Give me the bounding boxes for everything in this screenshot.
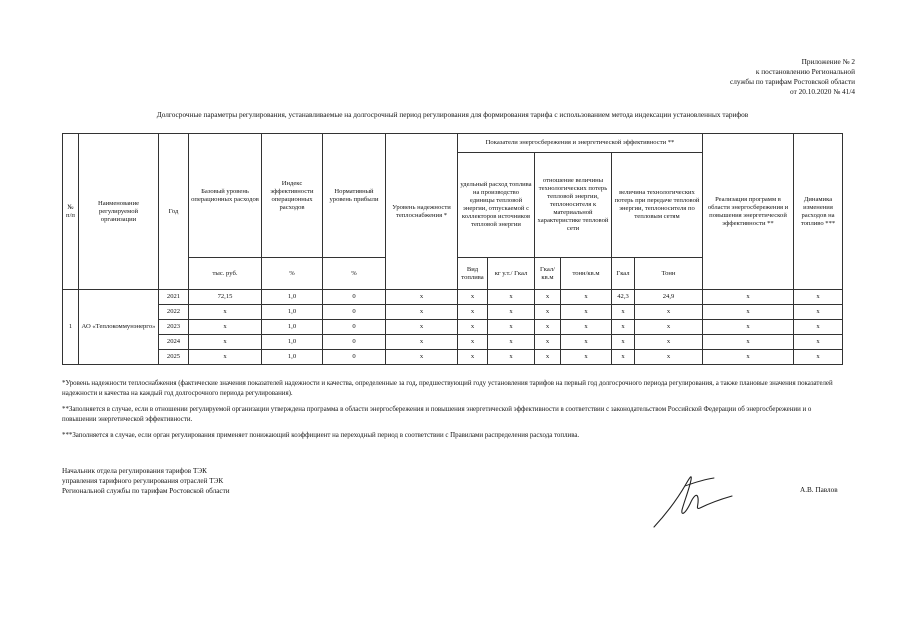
cell: х <box>458 320 488 335</box>
appendix-line-3: службы по тарифам Ростовской области <box>730 77 855 86</box>
cell: 42,3 <box>612 290 635 305</box>
cell: 2021 <box>159 290 189 305</box>
cell: х <box>561 305 612 320</box>
cell: х <box>703 320 794 335</box>
cell: х <box>703 335 794 350</box>
cell: 2024 <box>159 335 189 350</box>
signer-position-3: Региональной службы по тарифам Ростовской области <box>62 487 230 495</box>
cell: х <box>488 335 535 350</box>
cell: х <box>612 320 635 335</box>
header-num: № п/п <box>63 134 79 290</box>
unit-fuel: кг у.т./ Гкал <box>488 258 535 290</box>
cell: 0 <box>323 320 386 335</box>
handwritten-signature-icon <box>652 470 762 530</box>
cell: х <box>794 290 843 305</box>
signature-block <box>62 466 230 496</box>
cell: 2022 <box>159 305 189 320</box>
unit-fuel-type: Вид топлива <box>458 258 488 290</box>
header-efficiency-index: Индекс эффективности операционных расходов <box>262 134 323 258</box>
header-profit-level: Нормативный уровень прибыли <box>323 134 386 258</box>
appendix-block <box>730 57 855 97</box>
cell: х <box>458 290 488 305</box>
unit-loss-gcal: Гкал <box>612 258 635 290</box>
cell: 1,0 <box>262 305 323 320</box>
org-name: АО «Теплокоммунэнерго» <box>79 290 159 365</box>
cell: х <box>458 305 488 320</box>
cell: х <box>386 305 458 320</box>
footnote-fuel-dynamics: ***Заполняется в случае, если орган регулирования применяет понижающий коэффициент на переходный период в соответствии с Правилами распределения расхода топлива. <box>62 432 580 439</box>
cell: х <box>458 350 488 365</box>
cell: 0 <box>323 335 386 350</box>
cell: х <box>635 320 703 335</box>
unit-ratio-ton: тонн/кв.м <box>561 258 612 290</box>
cell: х <box>535 305 561 320</box>
cell: х <box>794 305 843 320</box>
cell: 2023 <box>159 320 189 335</box>
header-program: Реализация программ в области энергосбережения и повышения энергетической эффективности ** <box>703 134 794 290</box>
signer-position-1: Начальник отдела регулирования тарифов ТЭК <box>62 467 207 475</box>
cell: х <box>535 290 561 305</box>
header-tech-losses: величина технологических потерь при передаче тепловой энергии, теплоносителя по тепловым сетям <box>612 153 703 258</box>
unit-index: % <box>262 258 323 290</box>
cell: х <box>561 320 612 335</box>
cell: х <box>612 305 635 320</box>
cell: х <box>635 350 703 365</box>
parameters-table <box>62 133 843 365</box>
cell: х <box>635 305 703 320</box>
cell: х <box>189 305 262 320</box>
footnote-reliability: *Уровень надежности теплоснабжения (фактические значения показателей надежности и качества, определенные за год, предшествующий году установления тарифов на первый год долгосрочного периода регулирования, а также плановые значения показателей надежности и качества на каждый год долгосрочного периода регулирования). <box>62 380 833 397</box>
cell: х <box>794 320 843 335</box>
appendix-line-4: от 20.10.2020 № 41/4 <box>790 87 855 96</box>
cell: х <box>189 320 262 335</box>
org-num: 1 <box>63 290 79 365</box>
cell: 0 <box>323 350 386 365</box>
cell: х <box>386 290 458 305</box>
cell: х <box>703 305 794 320</box>
cell: х <box>488 290 535 305</box>
cell: 24,9 <box>635 290 703 305</box>
cell: х <box>386 335 458 350</box>
table-row <box>63 320 843 335</box>
cell: 72,15 <box>189 290 262 305</box>
cell: х <box>561 335 612 350</box>
appendix-line-2: к постановлению Региональной <box>755 67 855 76</box>
cell: 1,0 <box>262 350 323 365</box>
signer-position-2: управления тарифного регулирования отраслей ТЭК <box>62 477 224 485</box>
header-base-level: Базовый уровень операционных расходов <box>189 134 262 258</box>
cell: х <box>386 320 458 335</box>
header-org: Наименование регулируемой организации <box>79 134 159 290</box>
cell: х <box>612 350 635 365</box>
unit-ratio-gcal: Гкал/ кв.м <box>535 258 561 290</box>
document-title: Долгосрочные параметры регулирования, устанавливаемые на долгосрочный период регулирования для формирования тарифа с использованием метода индексации установленных тарифов <box>156 110 749 119</box>
cell: х <box>561 350 612 365</box>
header-fuel-dynamics: Динамика изменения расходов на топливо *** <box>794 134 843 290</box>
unit-base: тыс. руб. <box>189 258 262 290</box>
cell: х <box>561 290 612 305</box>
header-energy-group: Показатели энергосбережения и энергетической эффективности ** <box>458 134 703 153</box>
cell: 1,0 <box>262 320 323 335</box>
cell: 2025 <box>159 350 189 365</box>
table-row <box>63 335 843 350</box>
footnote-energy-program: **Заполняется в случае, если в отношении регулируемой организации утверждена программа в области энергосбережения и повышения энергетической эффективности в соответствии с законодательством Российской Федерации об энергосбережении и о повышении энергетической эффективности. <box>62 406 812 423</box>
cell: 0 <box>323 290 386 305</box>
cell: х <box>189 350 262 365</box>
cell: х <box>488 320 535 335</box>
header-reliability: Уровень надежности теплоснабжения * <box>386 134 458 290</box>
header-loss-ratio: отношение величины технологических потерь тепловой энергии, теплоносителя к материальной характеристике тепловой сети <box>535 153 612 258</box>
cell: х <box>703 290 794 305</box>
cell: х <box>635 335 703 350</box>
cell: 0 <box>323 305 386 320</box>
cell: х <box>535 350 561 365</box>
header-fuel-consumption: удельный расход топлива на производство единицы тепловой энергии, отпускаемой с коллекторов источников тепловой энергии <box>458 153 535 258</box>
unit-loss-ton: Тонн <box>635 258 703 290</box>
signer-name: А.В. Павлов <box>800 486 838 494</box>
table-row <box>63 305 843 320</box>
header-year: Год <box>159 134 189 290</box>
cell: х <box>488 350 535 365</box>
table-row <box>63 350 843 365</box>
cell: х <box>794 350 843 365</box>
cell: х <box>386 350 458 365</box>
cell: х <box>612 335 635 350</box>
cell: х <box>703 350 794 365</box>
cell: х <box>189 335 262 350</box>
cell: х <box>535 320 561 335</box>
appendix-line-1: Приложение № 2 <box>801 57 855 66</box>
cell: х <box>794 335 843 350</box>
cell: 1,0 <box>262 290 323 305</box>
cell: х <box>535 335 561 350</box>
table-row <box>63 290 843 305</box>
unit-profit: % <box>323 258 386 290</box>
cell: 1,0 <box>262 335 323 350</box>
cell: х <box>458 335 488 350</box>
cell: х <box>488 305 535 320</box>
